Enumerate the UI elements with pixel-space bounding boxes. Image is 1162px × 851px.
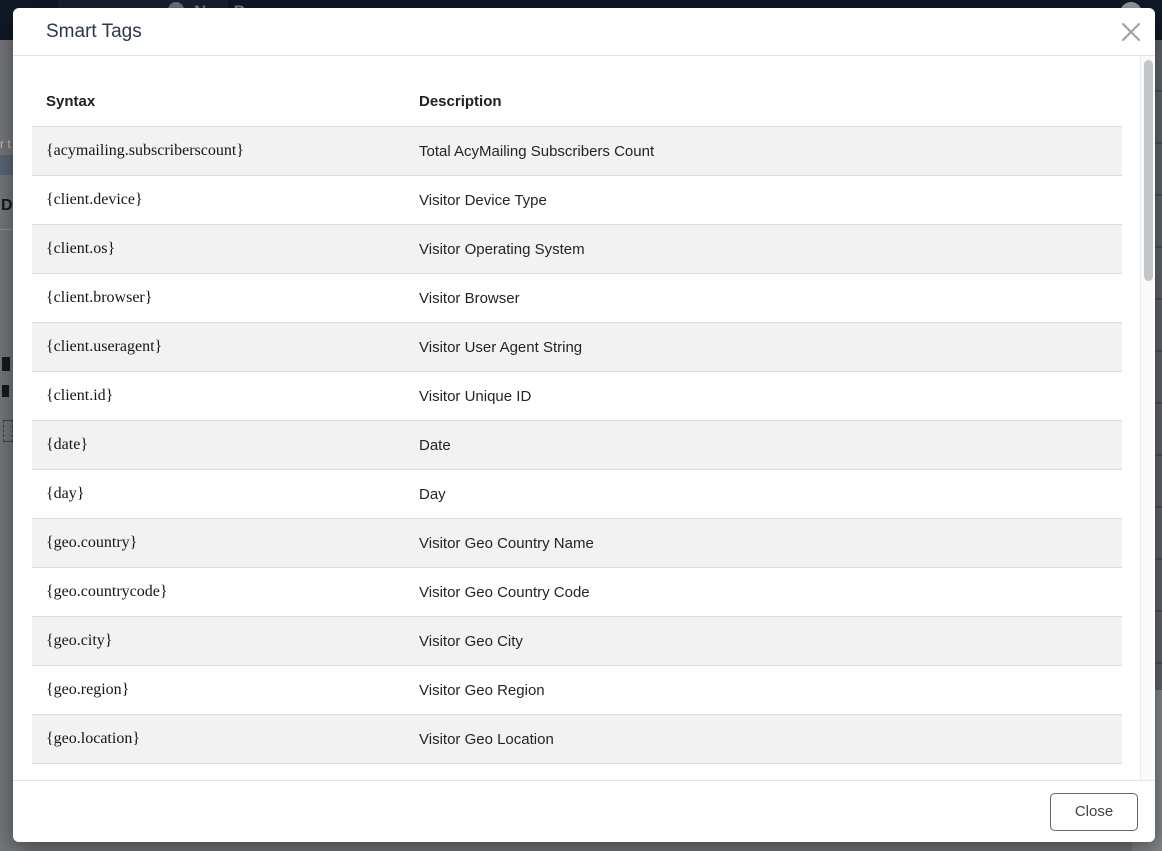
tag-syntax: {geo.countrycode} bbox=[32, 568, 405, 617]
tag-description: Visitor Geo Location bbox=[405, 715, 1122, 764]
table-row bbox=[32, 568, 1122, 617]
table-row bbox=[32, 470, 1122, 519]
table-row bbox=[32, 421, 1122, 470]
table-row bbox=[32, 617, 1122, 666]
background-fragment-mark bbox=[2, 385, 9, 397]
tag-syntax: {acymailing.subscriberscount} bbox=[32, 127, 405, 176]
tag-syntax: {geo.region} bbox=[32, 666, 405, 715]
tag-description: Visitor Geo Region bbox=[405, 666, 1122, 715]
tag-description: Visitor User Agent String bbox=[405, 323, 1122, 372]
scrollbar-thumb[interactable] bbox=[1144, 60, 1153, 281]
table-row bbox=[32, 274, 1122, 323]
tag-description: Visitor Geo Country Name bbox=[405, 519, 1122, 568]
tag-description: Visitor Browser bbox=[405, 274, 1122, 323]
tag-description: Total AcyMailing Subscribers Count bbox=[405, 127, 1122, 176]
tag-syntax: {client.browser} bbox=[32, 274, 405, 323]
tag-description bbox=[405, 764, 1122, 781]
tag-description: Visitor Geo City bbox=[405, 617, 1122, 666]
tag-description: Visitor Device Type bbox=[405, 176, 1122, 225]
smart-tags-table-body bbox=[32, 127, 1122, 781]
table-row bbox=[32, 323, 1122, 372]
smart-tags-modal bbox=[13, 8, 1155, 842]
tag-syntax: {client.id} bbox=[32, 372, 405, 421]
background-fragment-band bbox=[0, 155, 13, 175]
tag-description: Day bbox=[405, 470, 1122, 519]
column-header-syntax: Syntax bbox=[46, 93, 96, 110]
modal-footer bbox=[13, 780, 1155, 842]
tag-syntax bbox=[32, 764, 405, 781]
close-icon[interactable] bbox=[1118, 19, 1144, 45]
table-row bbox=[32, 225, 1122, 274]
tag-syntax: {day} bbox=[32, 470, 405, 519]
scrollbar-track[interactable] bbox=[1140, 56, 1153, 780]
tag-syntax: {client.useragent} bbox=[32, 323, 405, 372]
tag-description: Visitor Unique ID bbox=[405, 372, 1122, 421]
column-header-description: Description bbox=[419, 93, 502, 110]
background-fragment-text: r t bbox=[0, 137, 11, 151]
table-row-partial bbox=[32, 764, 1122, 781]
modal-title: Smart Tags bbox=[46, 20, 142, 42]
tag-syntax: {geo.location} bbox=[32, 715, 405, 764]
table-row bbox=[32, 666, 1122, 715]
modal-header bbox=[13, 8, 1155, 56]
tag-description: Visitor Geo Country Code bbox=[405, 568, 1122, 617]
tag-syntax: {geo.city} bbox=[32, 617, 405, 666]
tag-syntax: {client.os} bbox=[32, 225, 405, 274]
background-fragment-divider bbox=[0, 229, 13, 230]
background-fragment-dashed-box bbox=[3, 420, 13, 442]
smart-tags-table bbox=[32, 80, 1122, 780]
background-fragment-letter: D bbox=[1, 197, 13, 214]
tag-syntax: {client.device} bbox=[32, 176, 405, 225]
tag-description: Visitor Operating System bbox=[405, 225, 1122, 274]
table-row bbox=[32, 127, 1122, 176]
close-button[interactable]: Close bbox=[1050, 793, 1138, 831]
table-row bbox=[32, 176, 1122, 225]
tag-syntax: {geo.country} bbox=[32, 519, 405, 568]
table-row bbox=[32, 372, 1122, 421]
modal-body bbox=[13, 56, 1155, 780]
table-header-row bbox=[32, 80, 1122, 127]
table-row bbox=[32, 715, 1122, 764]
background-fragment-mark bbox=[2, 357, 10, 371]
tag-syntax: {date} bbox=[32, 421, 405, 470]
table-row bbox=[32, 519, 1122, 568]
tag-description: Date bbox=[405, 421, 1122, 470]
